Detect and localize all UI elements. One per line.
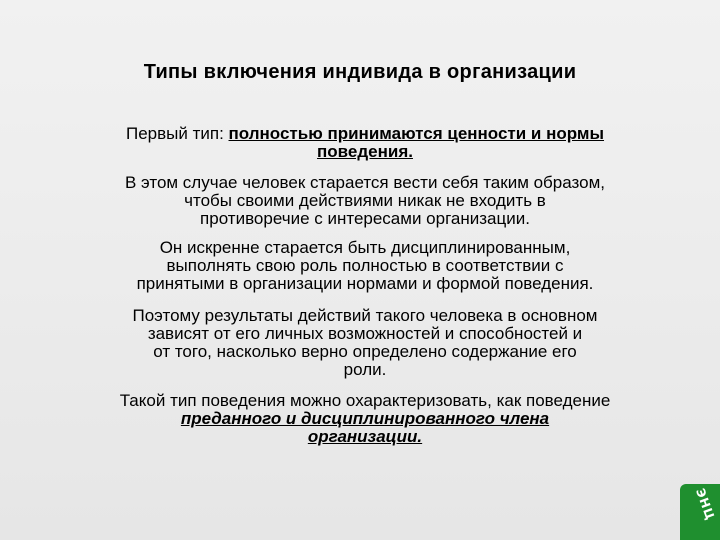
p3-line3: принятыми в организации нормами и формой поведения. <box>136 274 594 293</box>
p4-line2: зависят от его личных возможностей и способностей и <box>147 324 583 343</box>
p1-line1 <box>70 125 660 143</box>
p1-line2 <box>70 143 660 161</box>
paragraph-results <box>70 307 660 379</box>
paragraph-behavior <box>70 174 660 228</box>
p5-emphasis-line3: организации. <box>307 427 423 446</box>
paragraph-discipline <box>70 239 660 293</box>
p1-emphasis-line2: поведения. <box>317 142 413 161</box>
p3-line2: выполнять свою роль полностью в соответствии с <box>166 256 564 275</box>
logo-text: ЭНЦ <box>693 486 718 523</box>
p2-line1: В этом случае человек старается вести себя таким образом, <box>124 173 605 192</box>
p3-line1: Он искренне старается быть дисциплинированным, <box>159 238 571 257</box>
p4-line1: Поэтому результаты действий такого человека в основном <box>132 306 598 325</box>
logo <box>680 484 720 540</box>
p1-emphasis-line1: полностью принимаются ценности и нормы <box>228 124 605 143</box>
p2-line2: чтобы своими действиями никак не входить в <box>184 191 546 210</box>
p4-line3: от того, насколько верно определено содержание его <box>153 342 577 361</box>
p2-line3: противоречие с интересами организации. <box>200 209 530 228</box>
p5-emphasis-line2: преданного и дисциплинированного члена <box>180 409 550 428</box>
p4-line4: роли. <box>343 360 387 379</box>
p1-prefix: Первый тип: <box>125 124 229 143</box>
paragraph-first-type <box>70 125 660 161</box>
paragraph-conclusion <box>70 392 660 446</box>
p5-line1: Такой тип поведения можно охарактеризовать, как поведение <box>119 391 611 410</box>
slide-title: Типы включения индивида в организации <box>143 61 577 83</box>
